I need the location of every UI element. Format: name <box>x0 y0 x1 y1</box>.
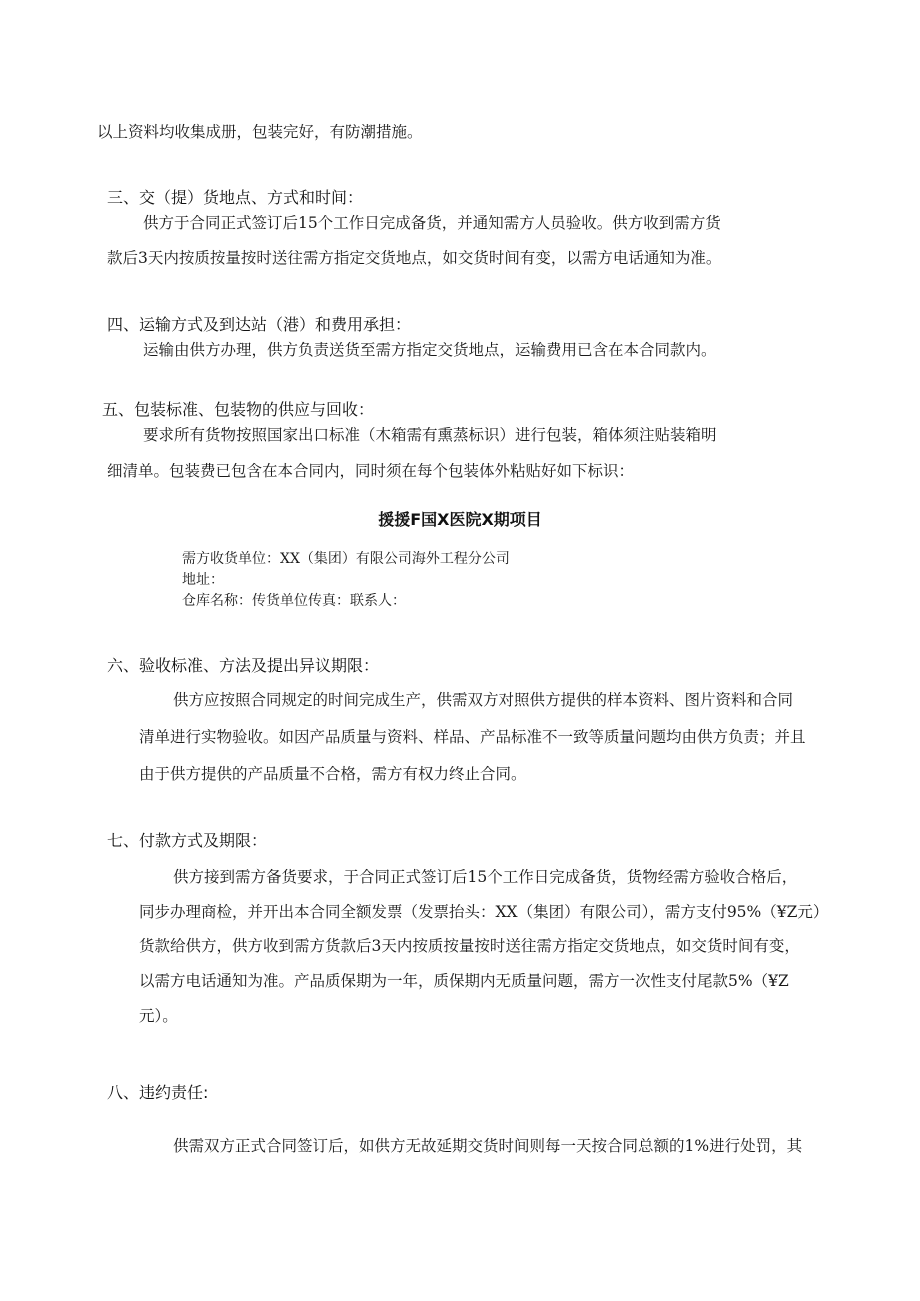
section-4-line: 运输由供方办理，供方负责送货至需方指定交货地点，运输费用已含在本合同款内。 <box>143 341 717 359</box>
section-8-line: 供需双方正式合同签订后，如供方无故延期交货时间则每一天按合同总额的1%进行处罚，其 <box>173 1137 803 1155</box>
section-7-line: 供方接到需方备货要求，于合同正式签订后15个工作日完成备货，货物经需方验收合格后， <box>173 868 798 886</box>
package-label-line: 地址： <box>182 572 224 588</box>
section-6-line: 供方应按照合同规定的时间完成生产，供需双方对照供方提供的样本资料、图片资料和合同 <box>173 691 794 709</box>
section-7-line: 货款给供方，供方收到需方货款后3天内按质按量按时送往需方指定交货地点，如交货时间有变， <box>139 937 800 955</box>
section-5-line: 细清单。包装费已包含在本合同内，同时须在每个包装体外粘贴好如下标识： <box>107 462 635 480</box>
section-7-line: 同步办理商检，并开出本合同全额发票（发票抬头：XX（集团）有限公司），需方支付95%（¥Z元） <box>139 903 829 921</box>
section-7-heading: 七、付款方式及期限： <box>107 831 268 850</box>
section-6-line: 清单进行实物验收。如因产品质量与资料、样品、产品标准不一致等质量问题均由供方负责；并且 <box>139 728 806 746</box>
section-7-line: 以需方电话通知为准。产品质保期为一年，质保期内无质量问题，需方一次性支付尾款5%（¥Z <box>139 972 789 990</box>
section-3-line: 供方于合同正式签订后15个工作日完成备货，并通知需方人员验收。供方收到需方货 <box>143 214 721 232</box>
intro-paragraph: 以上资料均收集成册，包装完好，有防潮措施。 <box>97 123 423 141</box>
section-7-line: 元）。 <box>139 1007 178 1025</box>
section-6-heading: 六、验收标准、方法及提出异议期限： <box>107 656 380 675</box>
section-6-line: 由于供方提供的产品质量不合格，需方有权力终止合同。 <box>139 765 527 783</box>
section-3-heading: 三、交（提）货地点、方式和时间： <box>107 188 364 207</box>
section-8-heading: 八、违约责任: <box>107 1083 209 1102</box>
section-5-heading: 五、包装标准、包装物的供应与回收： <box>102 400 375 419</box>
package-label-title: 援援F国X医院X期项目 <box>378 510 542 529</box>
section-4-heading: 四、运输方式及到达站（港）和费用承担： <box>107 315 412 334</box>
package-label-line: 仓库名称：传货单位传真：联系人： <box>182 593 406 609</box>
section-3-line: 款后3天内按质按量按时送往需方指定交货地点，如交货时间有变，以需方电话通知为准。 <box>107 249 722 267</box>
package-label-line: 需方收货单位：XX（集团）有限公司海外工程分公司 <box>182 551 510 567</box>
section-5-line: 要求所有货物按照国家出口标准（木箱需有熏蒸标识）进行包装，箱体须注贴装箱明 <box>143 426 717 444</box>
